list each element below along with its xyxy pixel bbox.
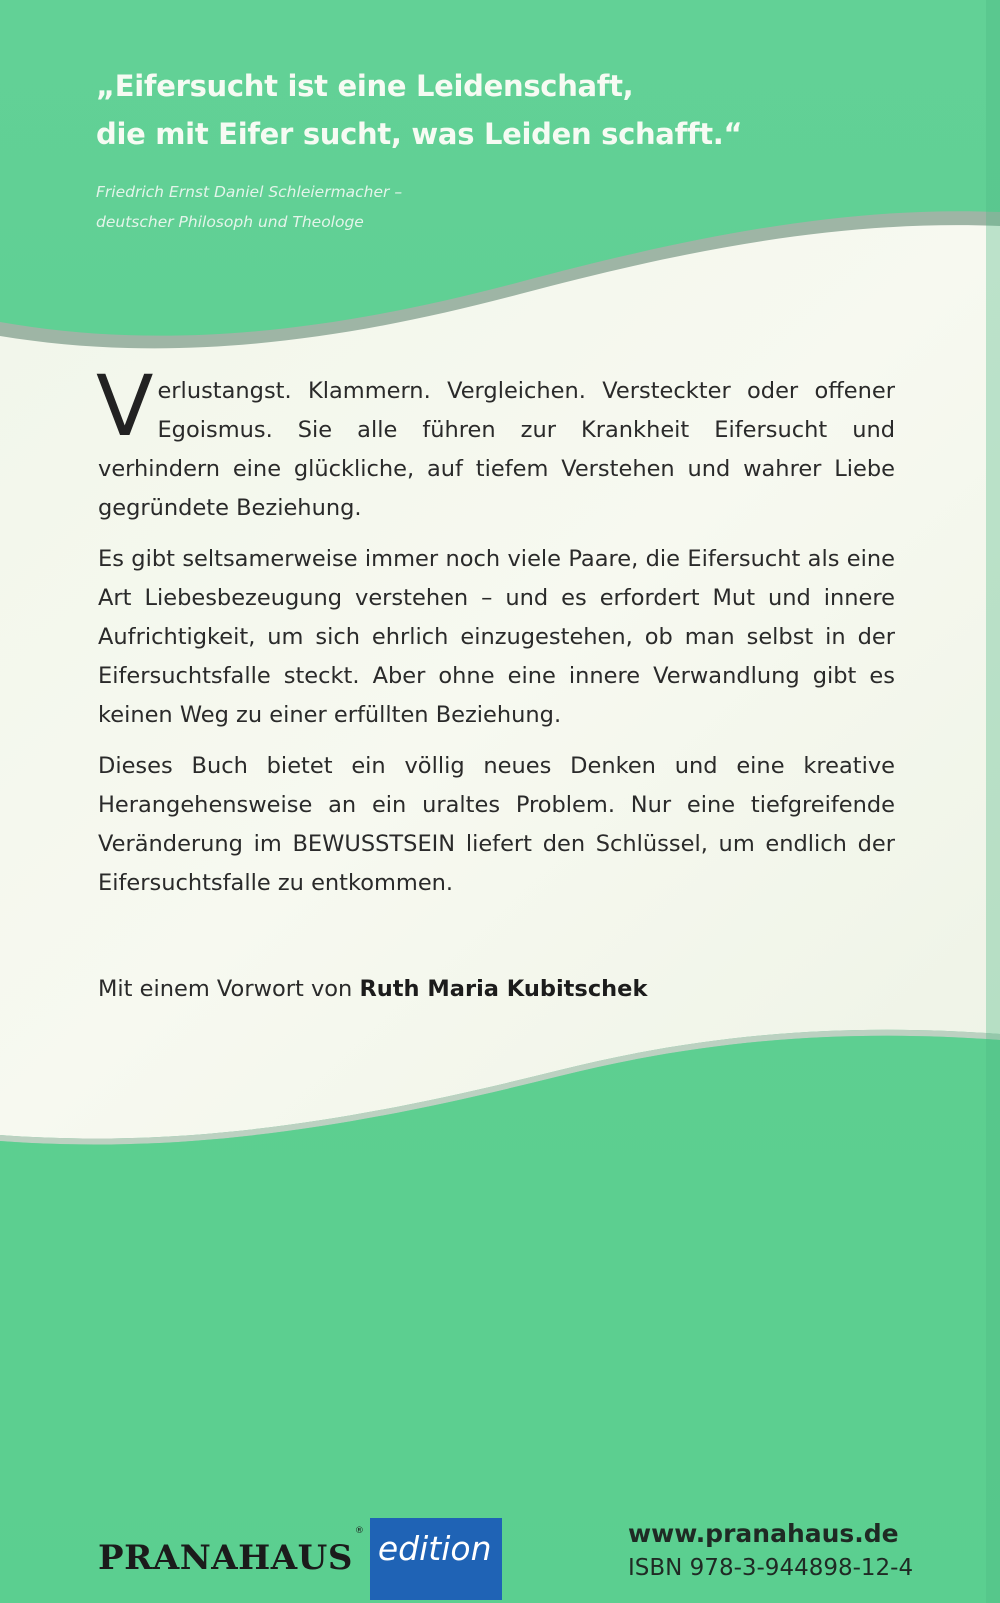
blurb-paragraph-2: Es gibt seltsamerweise immer noch viele Paare, die Eifersucht als eine Art Liebesbezeugung verstehen – und es erfordert Mut und innere Aufrichtigkeit, um sich ehrlich einzugestehen, ob man selbst in der Eifersuchtsfalle steckt. Aber ohne eine innere Verwandlung gibt es keinen Weg zu einer erfüllten Beziehung. (98, 546, 895, 728)
quote-line-1: „Eifersucht ist eine Leidenschaft, (96, 69, 634, 103)
blurb-paragraph-3: Dieses Buch bietet ein völlig neues Denken und eine kreative Herangehensweise an ein uraltes Problem. Nur eine tiefgreifende Veränderung im BEWUSSTSEIN liefert den Schlüssel, um endlich der Eifersuchtsfalle zu entkommen. (98, 753, 895, 896)
publisher-logo (98, 1518, 502, 1600)
logo-brand: PRANAHAUS (98, 1538, 353, 1578)
foreword-author: Ruth Maria Kubitschek (359, 976, 648, 1002)
attribution-line-1: Friedrich Ernst Daniel Schleiermacher – (96, 183, 403, 201)
paragraph-1-text: erlustangst. Klammern. Vergleichen. Versteckter oder offener Egoismus. Sie alle führen zur Krankheit Eifersucht und verhindern eine glückliche, auf tiefem Verstehen und wahrer Liebe gegründete Beziehung. (98, 378, 895, 521)
blurb-paragraph-1 (96, 357, 895, 528)
publisher-info (628, 1517, 913, 1585)
attribution-line-2: deutscher Philosoph und Theologe (96, 213, 364, 231)
edition-badge (370, 1518, 502, 1600)
blurb-text (96, 357, 895, 915)
foreword-credit (98, 970, 647, 1009)
isbn: ISBN 978-3-944898-12-4 (628, 1555, 914, 1581)
quote-attribution (96, 177, 402, 237)
quote (96, 62, 742, 158)
edition-label: edition (377, 1529, 492, 1568)
registered-mark: ® (354, 1526, 364, 1536)
quote-line-2: die mit Eifer sucht, was Leiden schafft.“ (96, 117, 743, 151)
publisher-url: www.pranahaus.de (628, 1519, 899, 1548)
drop-cap: V (96, 357, 154, 455)
foreword-prefix: Mit einem Vorwort von (98, 976, 360, 1002)
